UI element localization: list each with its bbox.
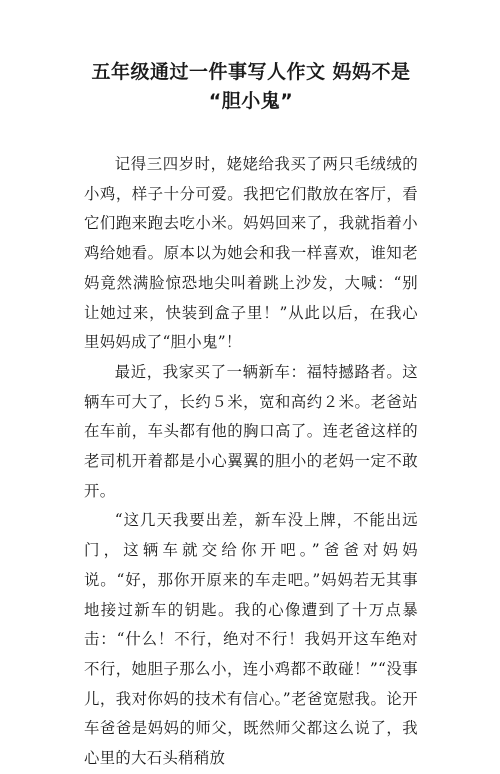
document-title (84, 58, 418, 116)
title-line-2: “胆小鬼” (208, 90, 294, 112)
title-line-1: 五年级通过一件事写人作文 妈妈不是 (91, 61, 411, 83)
paragraph-1: 记得三四岁时，姥姥给我买了两只毛绒绒的小鸡，样子十分可爱。我把它们散放在客厅，看它们跑来跑去吃小米。妈妈回来了，我就指着小鸡给她看。原本以为她会和我一样喜欢，谁知老妈竟然满脸惊恐地尖叫着跳上沙发，大喊：“别让她过来，快装到盒子里！”从此以后，在我心里妈妈成了“胆小鬼”！ (84, 155, 418, 352)
paragraph-2: 最近，我家买了一辆新车：福特撼路者。这辆车可大了，长约５米，宽和高约２米。老爸站在车前，车头都有他的胸口高了。连老爸这样的老司机开着都是小心翼翼的胆小的老妈一定不敢开。 (84, 362, 418, 500)
paragraph-3: “这几天我要出差，新车没上牌，不能出远门，这辆车就交给你开吧。”爸爸对妈妈说。“好，那你开原来的车走吧。”妈妈若无其事地接过新车的钥匙。我的心像遭到了十万点暴击：“什么！不行，绝对不行！我妈开这车绝对不行，她胆子那么小，连小鸡都不敢碰！”“没事儿，我对你妈的技术有信心。”老爸宽慰我。论开车爸爸是妈妈的师父，既然师父都这么说了，我心里的大石头稍稍放 (84, 511, 418, 768)
